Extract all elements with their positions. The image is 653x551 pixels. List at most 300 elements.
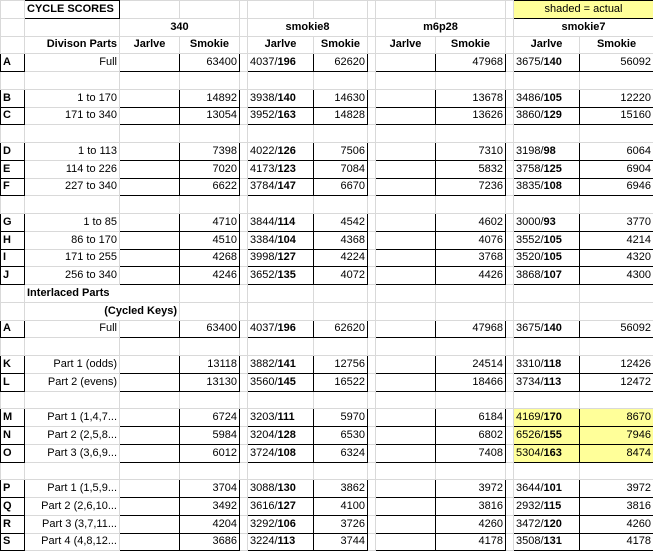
cell-smokie8-jarlve[interactable] [248, 356, 314, 374]
empty-cell[interactable] [368, 231, 376, 249]
empty-cell[interactable] [514, 391, 580, 409]
cell-m6p28-smokie[interactable]: 4260 [436, 515, 506, 533]
cell-m6p28-smokie[interactable]: 6802 [436, 427, 506, 445]
empty-cell[interactable] [506, 196, 514, 214]
col-smokie[interactable]: Smokie [436, 36, 506, 54]
cell-m6p28-jarlve[interactable] [376, 409, 436, 427]
cell-m6p28-smokie[interactable]: 47968 [436, 54, 506, 72]
empty-cell[interactable] [506, 54, 514, 72]
empty-cell[interactable] [506, 72, 514, 90]
cell-smokie7-smokie[interactable]: 4214 [580, 231, 653, 249]
empty-cell[interactable] [436, 462, 506, 480]
empty-cell[interactable] [240, 373, 248, 391]
cell-smokie8-jarlve[interactable] [248, 89, 314, 107]
cell-m6p28-jarlve[interactable] [376, 444, 436, 462]
cell-smokie7-jarlve[interactable] [514, 214, 580, 232]
cell-smokie8-smokie[interactable]: 12756 [314, 356, 368, 374]
empty-cell[interactable] [240, 125, 248, 143]
cell-smokie7-smokie[interactable]: 7946 [580, 427, 653, 445]
empty-cell[interactable] [436, 72, 506, 90]
empty-cell[interactable] [368, 89, 376, 107]
cell-smokie8-smokie[interactable]: 14828 [314, 107, 368, 125]
cell-smokie8-jarlve[interactable] [248, 249, 314, 267]
empty-cell[interactable] [180, 196, 240, 214]
empty-cell[interactable] [1, 125, 25, 143]
cell-smokie8-smokie[interactable]: 3726 [314, 515, 368, 533]
cell-m6p28-smokie[interactable]: 4426 [436, 267, 506, 285]
empty-cell[interactable] [248, 302, 314, 320]
row-label[interactable]: 1 to 170 [25, 89, 120, 107]
cell-340-smokie[interactable]: 4710 [180, 214, 240, 232]
empty-cell[interactable] [240, 285, 248, 303]
cell-smokie7-jarlve[interactable] [514, 267, 580, 285]
cell-smokie8-jarlve[interactable] [248, 267, 314, 285]
row-key[interactable]: C [1, 107, 25, 125]
cell-m6p28-jarlve[interactable] [376, 373, 436, 391]
empty-cell[interactable] [436, 338, 506, 356]
cell-m6p28-jarlve[interactable] [376, 356, 436, 374]
row-label[interactable]: 114 to 226 [25, 160, 120, 178]
empty-cell[interactable] [506, 143, 514, 161]
cell-smokie7-jarlve[interactable] [514, 107, 580, 125]
empty-cell[interactable] [240, 515, 248, 533]
cell-340-jarlve[interactable] [120, 480, 180, 498]
empty-cell[interactable] [248, 72, 314, 90]
cell-m6p28-smokie[interactable]: 3816 [436, 498, 506, 516]
cell-smokie7-jarlve[interactable] [514, 249, 580, 267]
cell-m6p28-smokie[interactable]: 7408 [436, 444, 506, 462]
empty-cell[interactable] [248, 285, 314, 303]
cell-340-smokie[interactable]: 6622 [180, 178, 240, 196]
cell-smokie8-smokie[interactable]: 5970 [314, 409, 368, 427]
cell-340-smokie[interactable]: 3686 [180, 533, 240, 551]
cell-340-jarlve[interactable] [120, 515, 180, 533]
cell-m6p28-smokie[interactable]: 7310 [436, 143, 506, 161]
row-key[interactable]: B [1, 89, 25, 107]
empty-cell[interactable] [376, 125, 436, 143]
empty-cell[interactable] [180, 72, 240, 90]
cell-m6p28-smokie[interactable]: 3768 [436, 249, 506, 267]
empty-cell[interactable] [25, 125, 120, 143]
col-jarlve[interactable]: Jarlve [120, 36, 180, 54]
empty-cell[interactable] [180, 338, 240, 356]
empty-cell[interactable] [506, 338, 514, 356]
empty-cell[interactable] [506, 427, 514, 445]
row-key[interactable]: L [1, 373, 25, 391]
cell-340-jarlve[interactable] [120, 178, 180, 196]
empty-cell[interactable] [368, 285, 376, 303]
empty-cell[interactable] [248, 462, 314, 480]
empty-cell[interactable] [436, 285, 506, 303]
empty-cell[interactable] [506, 373, 514, 391]
empty-cell[interactable] [240, 89, 248, 107]
cell-smokie7-smokie[interactable]: 6946 [580, 178, 653, 196]
row-key[interactable]: I [1, 249, 25, 267]
cell-m6p28-jarlve[interactable] [376, 214, 436, 232]
empty-cell[interactable] [240, 231, 248, 249]
empty-cell[interactable] [368, 498, 376, 516]
empty-cell[interactable] [368, 196, 376, 214]
empty-cell[interactable] [180, 302, 240, 320]
empty-cell[interactable] [368, 107, 376, 125]
row-key[interactable]: A [1, 320, 25, 338]
empty-cell[interactable] [506, 178, 514, 196]
cell-smokie7-jarlve[interactable] [514, 160, 580, 178]
group-header-340[interactable]: 340 [120, 18, 240, 36]
empty-cell[interactable] [1, 196, 25, 214]
cell-smokie8-jarlve[interactable] [248, 231, 314, 249]
cell-smokie8-smokie[interactable]: 3862 [314, 480, 368, 498]
empty-cell[interactable] [240, 72, 248, 90]
row-label[interactable]: Part 3 (3,6,9... [25, 444, 120, 462]
row-label[interactable]: 1 to 113 [25, 143, 120, 161]
cell-smokie7-smokie[interactable]: 8474 [580, 444, 653, 462]
row-label[interactable]: 86 to 170 [25, 231, 120, 249]
cell-340-smokie[interactable]: 7020 [180, 160, 240, 178]
empty-cell[interactable] [506, 285, 514, 303]
empty-cell[interactable] [506, 249, 514, 267]
cell-smokie7-smokie[interactable]: 4260 [580, 515, 653, 533]
empty-cell[interactable] [25, 338, 120, 356]
cell-340-jarlve[interactable] [120, 107, 180, 125]
cell-340-smokie[interactable]: 7398 [180, 143, 240, 161]
row-key[interactable]: M [1, 409, 25, 427]
cell-smokie7-smokie[interactable]: 56092 [580, 320, 653, 338]
cell-smokie8-jarlve[interactable] [248, 320, 314, 338]
cell-340-jarlve[interactable] [120, 320, 180, 338]
empty-cell[interactable] [25, 462, 120, 480]
empty-cell[interactable] [376, 391, 436, 409]
row-key[interactable]: R [1, 515, 25, 533]
empty-cell[interactable] [514, 125, 580, 143]
empty-cell[interactable] [506, 498, 514, 516]
row-key[interactable]: K [1, 356, 25, 374]
empty-cell[interactable] [240, 409, 248, 427]
row-label[interactable]: 1 to 85 [25, 214, 120, 232]
cell-340-jarlve[interactable] [120, 409, 180, 427]
empty-cell[interactable] [580, 391, 653, 409]
cell-smokie8-smokie[interactable]: 62620 [314, 320, 368, 338]
cell-smokie8-smokie[interactable]: 6670 [314, 178, 368, 196]
cell-340-smokie[interactable]: 4268 [180, 249, 240, 267]
empty-cell[interactable] [314, 72, 368, 90]
cell-340-jarlve[interactable] [120, 54, 180, 72]
cell-smokie8-smokie[interactable]: 7084 [314, 160, 368, 178]
row-label[interactable]: Part 4 (4,8,12... [25, 533, 120, 551]
cell-smokie7-smokie[interactable]: 6064 [580, 143, 653, 161]
row-key[interactable]: G [1, 214, 25, 232]
empty-cell[interactable] [506, 480, 514, 498]
cell-m6p28-smokie[interactable]: 13678 [436, 89, 506, 107]
empty-cell[interactable] [368, 515, 376, 533]
cell-340-jarlve[interactable] [120, 160, 180, 178]
empty-cell[interactable] [368, 214, 376, 232]
cell-m6p28-jarlve[interactable] [376, 178, 436, 196]
empty-cell[interactable] [506, 231, 514, 249]
cell-m6p28-jarlve[interactable] [376, 231, 436, 249]
cell-smokie7-jarlve[interactable] [514, 498, 580, 516]
empty-cell[interactable] [506, 462, 514, 480]
empty-cell[interactable] [506, 356, 514, 374]
cell-m6p28-smokie[interactable]: 3972 [436, 480, 506, 498]
empty-cell[interactable] [314, 285, 368, 303]
empty-cell[interactable] [314, 391, 368, 409]
cell-340-jarlve[interactable] [120, 498, 180, 516]
cell-smokie8-smokie[interactable]: 16522 [314, 373, 368, 391]
interlaced-parts-label[interactable]: (Cycled Keys) [25, 302, 180, 320]
cell-340-smokie[interactable]: 13130 [180, 373, 240, 391]
cell-smokie7-jarlve[interactable] [514, 480, 580, 498]
row-key[interactable]: O [1, 444, 25, 462]
empty-cell[interactable] [314, 338, 368, 356]
cell-smokie8-smokie[interactable]: 7506 [314, 143, 368, 161]
cell-smokie7-jarlve[interactable] [514, 89, 580, 107]
empty-cell[interactable] [580, 196, 653, 214]
empty-cell[interactable] [506, 391, 514, 409]
empty-cell[interactable] [248, 196, 314, 214]
cell-m6p28-smokie[interactable]: 4076 [436, 231, 506, 249]
empty-cell[interactable] [436, 196, 506, 214]
empty-cell[interactable] [240, 160, 248, 178]
empty-cell[interactable] [514, 196, 580, 214]
empty-cell[interactable] [240, 320, 248, 338]
cell-340-jarlve[interactable] [120, 267, 180, 285]
cell-340-jarlve[interactable] [120, 373, 180, 391]
cell-m6p28-jarlve[interactable] [376, 480, 436, 498]
cell-340-jarlve[interactable] [120, 143, 180, 161]
cell-smokie8-smokie[interactable]: 4368 [314, 231, 368, 249]
cell-340-smokie[interactable]: 63400 [180, 320, 240, 338]
cell-m6p28-jarlve[interactable] [376, 267, 436, 285]
cell-smokie7-smokie[interactable]: 8670 [580, 409, 653, 427]
empty-cell[interactable] [368, 54, 376, 72]
cell-smokie8-jarlve[interactable] [248, 160, 314, 178]
empty-cell[interactable] [506, 320, 514, 338]
empty-cell[interactable] [514, 338, 580, 356]
empty-cell[interactable] [240, 302, 248, 320]
cell-340-smokie[interactable]: 3492 [180, 498, 240, 516]
empty-cell[interactable] [376, 196, 436, 214]
legend-shaded-actual[interactable]: shaded = actual [514, 1, 653, 19]
empty-cell[interactable] [1, 302, 25, 320]
empty-cell[interactable] [120, 72, 180, 90]
cell-340-jarlve[interactable] [120, 89, 180, 107]
empty-cell[interactable] [376, 302, 436, 320]
empty-cell[interactable] [248, 338, 314, 356]
cell-smokie8-smokie[interactable]: 4100 [314, 498, 368, 516]
cell-smokie8-smokie[interactable]: 4072 [314, 267, 368, 285]
cell-340-smokie[interactable]: 3704 [180, 480, 240, 498]
row-key[interactable]: A [1, 54, 25, 72]
cell-m6p28-jarlve[interactable] [376, 320, 436, 338]
empty-cell[interactable] [180, 125, 240, 143]
cell-m6p28-jarlve[interactable] [376, 54, 436, 72]
empty-cell[interactable] [580, 462, 653, 480]
empty-cell[interactable] [580, 302, 653, 320]
cell-smokie7-jarlve[interactable] [514, 427, 580, 445]
cell-smokie7-jarlve[interactable] [514, 356, 580, 374]
empty-cell[interactable] [120, 338, 180, 356]
empty-cell[interactable] [314, 196, 368, 214]
empty-cell[interactable] [120, 125, 180, 143]
empty-cell[interactable] [120, 391, 180, 409]
empty-cell[interactable] [248, 125, 314, 143]
cell-smokie7-smokie[interactable]: 12472 [580, 373, 653, 391]
empty-cell[interactable] [580, 72, 653, 90]
cell-smokie8-smokie[interactable]: 6530 [314, 427, 368, 445]
empty-cell[interactable] [506, 160, 514, 178]
cell-m6p28-smokie[interactable]: 5832 [436, 160, 506, 178]
empty-cell[interactable] [368, 125, 376, 143]
empty-cell[interactable] [506, 515, 514, 533]
empty-cell[interactable] [240, 498, 248, 516]
group-header-m6p28[interactable]: m6p28 [376, 18, 506, 36]
cell-m6p28-jarlve[interactable] [376, 89, 436, 107]
cell-smokie7-jarlve[interactable] [514, 373, 580, 391]
cell-m6p28-smokie[interactable]: 18466 [436, 373, 506, 391]
cell-340-jarlve[interactable] [120, 231, 180, 249]
empty-cell[interactable] [506, 125, 514, 143]
row-key[interactable]: D [1, 143, 25, 161]
cell-m6p28-smokie[interactable]: 24514 [436, 356, 506, 374]
empty-cell[interactable] [506, 444, 514, 462]
cell-m6p28-smokie[interactable]: 4178 [436, 533, 506, 551]
row-key[interactable]: Q [1, 498, 25, 516]
empty-cell[interactable] [368, 356, 376, 374]
empty-cell[interactable] [376, 285, 436, 303]
empty-cell[interactable] [436, 302, 506, 320]
cell-340-jarlve[interactable] [120, 427, 180, 445]
empty-cell[interactable] [240, 356, 248, 374]
row-key[interactable]: F [1, 178, 25, 196]
cell-smokie8-smokie[interactable]: 62620 [314, 54, 368, 72]
cell-smokie8-smokie[interactable]: 4542 [314, 214, 368, 232]
empty-cell[interactable] [368, 267, 376, 285]
cell-smokie7-jarlve[interactable] [514, 178, 580, 196]
cell-smokie8-smokie[interactable]: 4224 [314, 249, 368, 267]
empty-cell[interactable] [314, 125, 368, 143]
division-parts-label[interactable]: Divison Parts [25, 36, 120, 54]
cell-340-smokie[interactable]: 6724 [180, 409, 240, 427]
cell-smokie8-jarlve[interactable] [248, 373, 314, 391]
cell-smokie7-smokie[interactable]: 56092 [580, 54, 653, 72]
cell-smokie7-smokie[interactable]: 12426 [580, 356, 653, 374]
cell-smokie8-jarlve[interactable] [248, 427, 314, 445]
empty-cell[interactable] [240, 178, 248, 196]
cell-smokie8-jarlve[interactable] [248, 214, 314, 232]
col-jarlve[interactable]: Jarlve [248, 36, 314, 54]
empty-cell[interactable] [506, 107, 514, 125]
row-key[interactable]: J [1, 267, 25, 285]
row-label[interactable]: 171 to 255 [25, 249, 120, 267]
empty-cell[interactable] [240, 391, 248, 409]
cell-smokie8-jarlve[interactable] [248, 444, 314, 462]
cell-m6p28-jarlve[interactable] [376, 143, 436, 161]
cell-smokie8-jarlve[interactable] [248, 498, 314, 516]
cell-340-jarlve[interactable] [120, 444, 180, 462]
empty-cell[interactable] [240, 338, 248, 356]
cell-340-jarlve[interactable] [120, 356, 180, 374]
empty-cell[interactable] [1, 462, 25, 480]
empty-cell[interactable] [248, 391, 314, 409]
empty-cell[interactable] [506, 302, 514, 320]
empty-cell[interactable] [240, 267, 248, 285]
empty-cell[interactable] [368, 143, 376, 161]
empty-cell[interactable] [580, 338, 653, 356]
empty-cell[interactable] [368, 480, 376, 498]
empty-cell[interactable] [240, 143, 248, 161]
empty-cell[interactable] [1, 391, 25, 409]
row-key[interactable]: S [1, 533, 25, 551]
cell-smokie7-smokie[interactable]: 15160 [580, 107, 653, 125]
row-label[interactable]: Full [25, 54, 120, 72]
row-label[interactable]: Part 1 (1,4,7... [25, 409, 120, 427]
empty-cell[interactable] [1, 72, 25, 90]
row-label[interactable]: 171 to 340 [25, 107, 120, 125]
empty-cell[interactable] [368, 160, 376, 178]
cell-m6p28-jarlve[interactable] [376, 160, 436, 178]
empty-cell[interactable] [1, 285, 25, 303]
empty-cell[interactable] [240, 427, 248, 445]
cell-smokie7-smokie[interactable]: 4320 [580, 249, 653, 267]
empty-cell[interactable] [368, 444, 376, 462]
interlaced-parts-label[interactable]: Interlaced Parts [25, 285, 180, 303]
row-label[interactable]: Part 2 (evens) [25, 373, 120, 391]
empty-cell[interactable] [25, 196, 120, 214]
empty-cell[interactable] [120, 462, 180, 480]
cell-340-smokie[interactable]: 13054 [180, 107, 240, 125]
cell-340-smokie[interactable]: 63400 [180, 54, 240, 72]
empty-cell[interactable] [240, 196, 248, 214]
empty-cell[interactable] [368, 409, 376, 427]
cell-smokie7-jarlve[interactable] [514, 143, 580, 161]
empty-cell[interactable] [368, 249, 376, 267]
cell-smokie8-jarlve[interactable] [248, 143, 314, 161]
empty-cell[interactable] [368, 391, 376, 409]
empty-cell[interactable] [368, 338, 376, 356]
cell-m6p28-smokie[interactable]: 13626 [436, 107, 506, 125]
cell-smokie7-jarlve[interactable] [514, 320, 580, 338]
row-key[interactable]: E [1, 160, 25, 178]
empty-cell[interactable] [376, 462, 436, 480]
sheet-title[interactable]: CYCLE SCORES [25, 1, 120, 19]
cell-smokie8-jarlve[interactable] [248, 107, 314, 125]
cell-m6p28-jarlve[interactable] [376, 427, 436, 445]
cell-smokie8-jarlve[interactable] [248, 409, 314, 427]
empty-cell[interactable] [314, 462, 368, 480]
cell-m6p28-jarlve[interactable] [376, 107, 436, 125]
row-label[interactable]: Part 2 (2,5,8... [25, 427, 120, 445]
cell-m6p28-smokie[interactable]: 7236 [436, 178, 506, 196]
row-label[interactable]: Part 2 (2,6,10... [25, 498, 120, 516]
empty-cell[interactable] [240, 214, 248, 232]
cell-smokie8-smokie[interactable]: 6324 [314, 444, 368, 462]
cell-m6p28-jarlve[interactable] [376, 515, 436, 533]
cell-340-jarlve[interactable] [120, 249, 180, 267]
cell-340-smokie[interactable]: 4246 [180, 267, 240, 285]
empty-cell[interactable] [180, 391, 240, 409]
empty-cell[interactable] [506, 409, 514, 427]
col-smokie[interactable]: Smokie [180, 36, 240, 54]
cell-m6p28-smokie[interactable]: 47968 [436, 320, 506, 338]
empty-cell[interactable] [240, 444, 248, 462]
empty-cell[interactable] [240, 107, 248, 125]
empty-cell[interactable] [240, 249, 248, 267]
cell-smokie7-smokie[interactable]: 4178 [580, 533, 653, 551]
row-label[interactable]: Full [25, 320, 120, 338]
cell-340-smokie[interactable]: 14892 [180, 89, 240, 107]
cell-smokie8-smokie[interactable]: 3744 [314, 533, 368, 551]
